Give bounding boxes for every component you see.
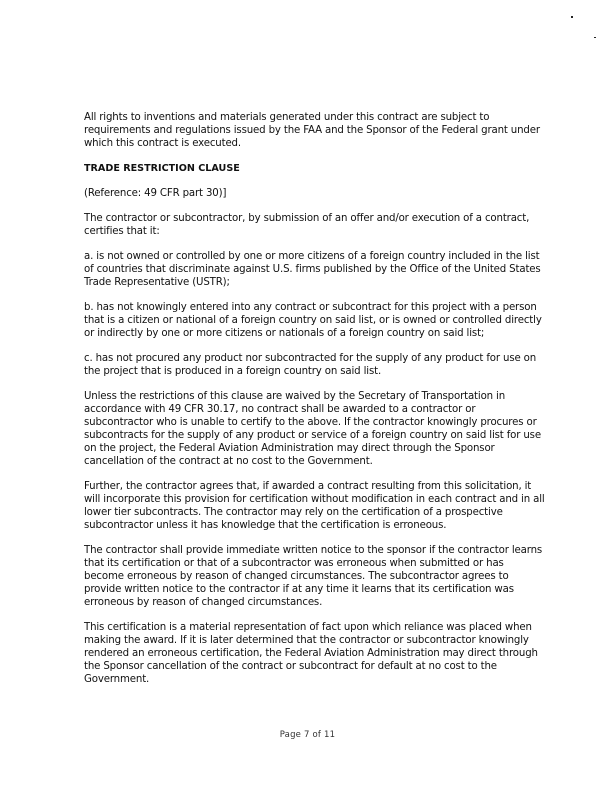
reference-line: (Reference: 49 CFR part 30)] [84, 188, 227, 199]
material-representation-paragraph: This certification is a material representation of fact upon which reliance was placed when making the award. If it is later determined that the contractor or subcontractor knowingly rendered an erroneous certification, the Federal Aviation Administration may direct through the Sponsor cancellation of the contract or subcontract for default at no cost to the Government. [84, 622, 538, 685]
scan-speck [571, 16, 573, 18]
inventions-paragraph: All rights to inventions and materials generated under this contract are subject to requirements and regulations issued by the FAA and the Sponsor of the Federal grant under which this contract is executed. [84, 112, 540, 149]
document-body [84, 111, 546, 698]
clause-a-paragraph: a. is not owned or controlled by one or more citizens of a foreign country included in the list of countries that discriminate against U.S. firms published by the Office of the United States Trade Representative (USTR); [84, 251, 541, 288]
clause-b-paragraph: b. has not knowingly entered into any contract or subcontract for this project with a person that is a citizen or national of a foreign country on said list, or is owned or controlled directly or indirectly by one or more citizens or nationals of a foreign country on said list; [84, 302, 542, 339]
notice-paragraph: The contractor shall provide immediate written notice to the sponsor if the contractor learns that its certification or that of a subcontractor was erroneous when submitted or has become erroneous by reason of changed circumstances. The subcontractor agrees to provide written notice to the contractor if at any time it learns that its certification was erroneous by reason of changed circumstances. [84, 545, 543, 608]
certification-intro-paragraph: The contractor or subcontractor, by submission of an offer and/or execution of a contract, certifies that it: [84, 213, 530, 237]
waiver-paragraph: Unless the restrictions of this clause are waived by the Secretary of Transportation in accordance with 49 CFR 30.17, no contract shall be awarded to a contractor or subcontractor who is unable to certify to the above. If the contractor knowingly procures or subcontracts for the supply of any product or service of a foreign country on said list for use on the project, the Federal Aviation Administration may direct through the Sponsor cancellation of the contract at no cost to the Government. [84, 391, 541, 467]
clause-c-paragraph: c. has not procured any product nor subcontracted for the supply of any product for use on the project that is produced in a foreign country on said list. [84, 353, 537, 377]
incorporation-paragraph: Further, the contractor agrees that, if awarded a contract resulting from this solicitation, it will incorporate this provision for certification without modification in each contract and in all lower tier subcontracts. The contractor may rely on the certification of a prospective subcontractor unless it has knowledge that the certification is erroneous. [84, 481, 545, 531]
section-heading: TRADE RESTRICTION CLAUSE [84, 163, 240, 174]
page-number-footer: Page 7 of 11 [279, 730, 336, 740]
scan-speck [594, 37, 596, 38]
